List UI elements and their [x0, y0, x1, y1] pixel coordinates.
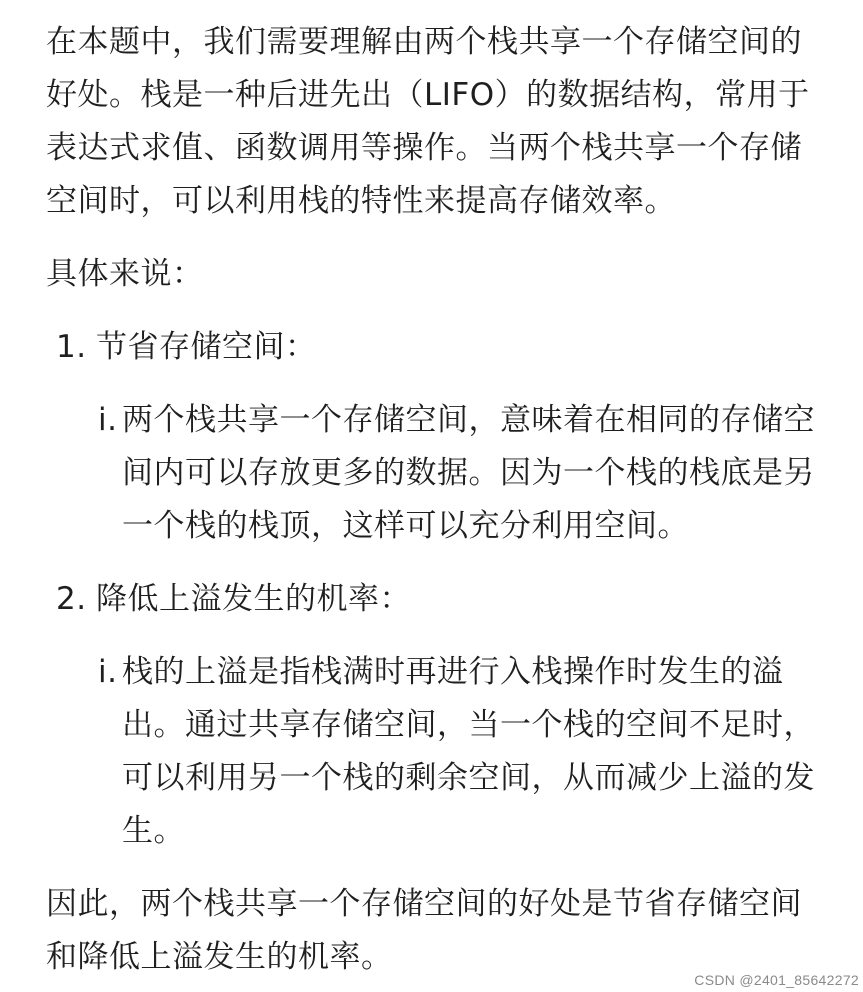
answer-document — [46, 16, 826, 984]
sub-item-save-space — [46, 394, 826, 553]
list-item-reduce-overflow — [46, 573, 826, 626]
csdn-watermark: CSDN @2401_85642272 — [694, 972, 859, 988]
list-item-title: 降低上溢发生的机率： — [96, 581, 411, 617]
list-item-save-space — [46, 321, 826, 374]
conclusion-paragraph: 因此，两个栈共享一个存储空间的好处是节省存储空间和降低上溢发生的机率。 — [46, 886, 802, 975]
sub-item-text: 栈的上溢是指栈满时再进行入栈操作时发生的溢出。通过共享存储空间，当一个栈的空间不足时，可以利用另一个栈的剩余空间，从而减少上溢的发生。 — [122, 654, 815, 849]
sub-list-number: i. — [98, 654, 118, 690]
list-number: 2. — [56, 581, 87, 617]
sub-item-text: 两个栈共享一个存储空间，意味着在相同的存储空间内可以存放更多的数据。因为一个栈的栈底是另一个栈的栈顶，这样可以充分利用空间。 — [122, 402, 815, 544]
lead-text: 具体来说： — [46, 256, 204, 292]
sub-list-number: i. — [98, 402, 118, 438]
sub-item-reduce-overflow — [46, 646, 826, 858]
list-item-title: 节省存储空间： — [96, 329, 317, 365]
list-number: 1. — [56, 329, 87, 365]
intro-paragraph: 在本题中，我们需要理解由两个栈共享一个存储空间的好处。栈是一种后进先出（LIFO）的数据结构，常用于表达式求值、函数调用等操作。当两个栈共享一个存储空间时，可以利用栈的特性来提高存储效率。 — [46, 24, 810, 219]
